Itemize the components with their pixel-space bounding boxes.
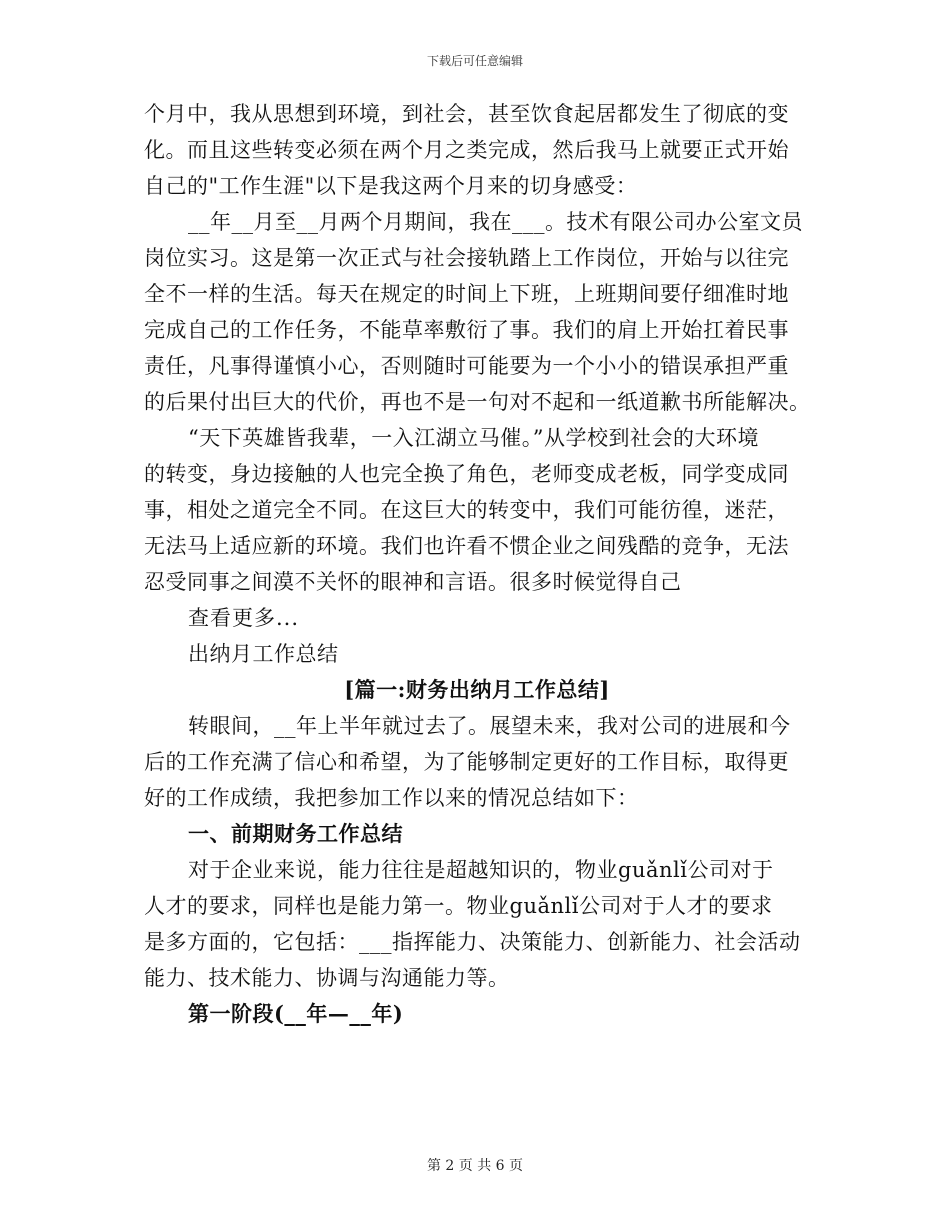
text-line: 后的工作充满了信心和希望，为了能够制定更好的工作目标，取得更 bbox=[144, 750, 789, 774]
text-line: 是多方面的，它包括：___指挥能力、决策能力、创新能力、社会活动 bbox=[144, 930, 801, 954]
text-line: 对于企业来说，能力往往是超越知识的，物业guǎnlǐ公司对于 bbox=[188, 858, 774, 882]
text-line: [篇一:财务出纳月工作总结] bbox=[344, 677, 610, 702]
page-header: 下载后可任意编辑 bbox=[426, 54, 523, 68]
text-line: 的后果付出巨大的代价，再也不是一句对不起和一纸道歉书所能解决。 bbox=[144, 390, 810, 414]
text-line: 无法马上适应新的环境。我们也许看不惯企业之间残酷的竞争，无法 bbox=[144, 534, 789, 558]
text-line: 责任，凡事得谨慎小心，否则随时可能要为一个小小的错误承担严重 bbox=[144, 354, 789, 378]
text-line: 第一阶段(__年—__年) bbox=[188, 1001, 404, 1026]
text-line: 事，相处之道完全不同。在这巨大的转变中，我们可能彷徨，迷茫， bbox=[144, 498, 789, 522]
text-line: 个月中，我从思想到环境，到社会，甚至饮食起居都发生了彻底的变 bbox=[144, 102, 789, 126]
text-line: “天下英雄皆我辈，一入江湖立马催。”从学校到社会的大环境 bbox=[188, 426, 759, 450]
text-line: 转眼间，__年上半年就过去了。展望未来，我对公司的进展和今 bbox=[188, 714, 791, 738]
text-line: 的转变，身边接触的人也完全换了角色，老师变成老板，同学变成同 bbox=[144, 462, 789, 486]
text-line: 一、前期财务工作总结 bbox=[188, 821, 403, 846]
text-line: 人才的要求，同样也是能力第一。物业guǎnlǐ公司对于人才的要求 bbox=[144, 894, 773, 918]
text-line: 全不一样的生活。每天在规定的时间上下班，上班期间要仔细准时地 bbox=[144, 282, 789, 306]
text-line: 自己的"工作生涯"以下是我这两个月来的切身感受： bbox=[144, 174, 638, 198]
text-line: 忍受同事之间漠不关怀的眼神和言语。很多时候觉得自己 bbox=[144, 570, 682, 594]
page-footer: 第 2 页 共 6 页 bbox=[426, 1158, 524, 1174]
text-line: 岗位实习。这是第一次正式与社会接轨踏上工作岗位，开始与以往完 bbox=[144, 246, 789, 270]
text-line: 化。而且这些转变必须在两个月之类完成，然后我马上就要正式开始 bbox=[144, 138, 789, 162]
text-line: 好的工作成绩，我把参加工作以来的情况总结如下： bbox=[144, 786, 639, 810]
text-line: 完成自己的工作任务，不能草率敷衍了事。我们的肩上开始扛着民事 bbox=[144, 318, 789, 342]
text-line: 能力、技术能力、协调与沟通能力等。 bbox=[144, 966, 510, 990]
document-body bbox=[144, 96, 810, 1032]
text-line: 查看更多... bbox=[188, 606, 300, 630]
text-line: __年__月至__月两个月期间，我在___。技术有限公司办公室文员 bbox=[188, 210, 803, 234]
text-line: 出纳月工作总结 bbox=[188, 642, 339, 666]
